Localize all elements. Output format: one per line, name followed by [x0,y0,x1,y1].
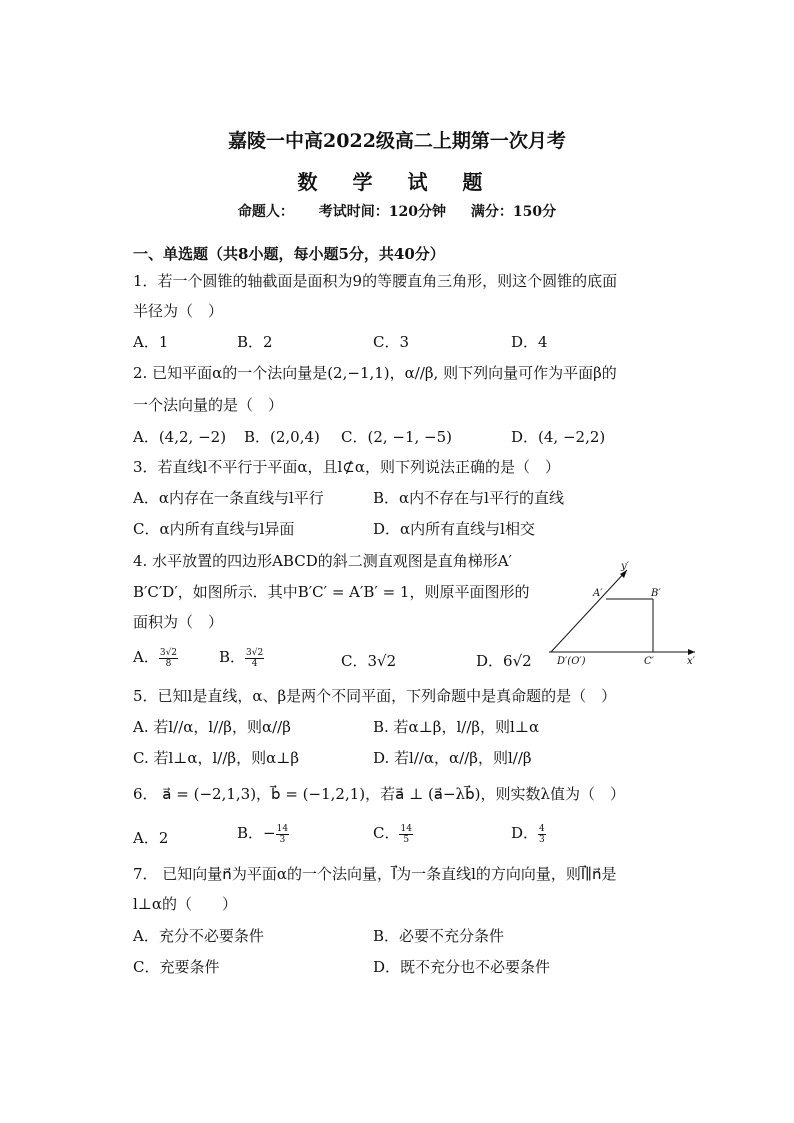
q6-option-c-prefix: C． [373,824,400,842]
q6-option-a: A．2 [133,829,169,847]
q4-option-b [219,646,264,669]
q6-option-b-prefix: B．− [237,824,276,842]
q4-option-b-den: 4 [251,658,258,669]
q6-option-d-den: 3 [539,834,545,845]
q2-option-d: D．(4, −2,2) [511,428,606,446]
x-axis-arrow [688,649,695,655]
q6-option-d [511,822,546,845]
q3-option-a: A．α内存在一条直线与l平行 [133,489,324,507]
q6-option-c-num: 14 [400,823,412,834]
q6-option-c-den: 5 [403,834,410,845]
q3-stem-line1: 3．若直线l不平行于平面α，且l⊄α，则下列说法正确的是（ ） [133,458,560,476]
section-heading: 一、单选题（共8小题，每小题5分，共40分） [133,245,445,263]
q1-option-d: D．4 [511,333,548,351]
q7-option-a: A．充分不必要条件 [133,927,264,945]
q3-option-d: D．α内所有直线与l相交 [373,520,535,538]
q6-option-b [237,822,289,845]
q4-option-a [133,646,178,669]
q2-stem-line2: 一个法向量的是（ ） [133,396,284,414]
q4-option-a-fraction [159,648,178,669]
q7-stem-line2: l⊥α的（ ） [133,895,238,913]
q4-option-a-prefix: A． [133,648,159,666]
q6-option-b-fraction [276,824,289,845]
q6-stem-line1: 6． a⃗ = (−2,1,3)，b⃗ = (−1,2,1)，若a⃗ ⊥ (a⃗−λb⃗)，则实数λ值为（ ） [133,785,625,803]
q5-stem-line1: 5．已知l是直线，α、β是两个不同平面，下列命题中是真命题的是（ ） [133,687,617,705]
q5-option-b: B. 若α⊥β，l//β，则l⊥α [373,718,540,736]
q2-option-a: A．(4,2, −2) [133,428,227,446]
proposer-label: 命题人： [237,204,294,220]
q1-option-a: A．1 [133,333,169,351]
q2-stem-line1: 2. 已知平面α的一个法向量是(2,−1,1)，α//β, 则下列向量可作为平面β的 [133,364,617,382]
q7-option-d: D．既不充分也不必要条件 [373,958,551,976]
full-score: 满分：150分 [470,204,557,220]
q7-option-b: B．必要不充分条件 [373,927,505,945]
q4-option-b-num: 3√2 [246,647,264,658]
q4-stem-line3: 面积为（ ） [133,613,224,631]
q6-option-d-fraction [538,824,546,845]
q6-option-d-num: 4 [539,823,545,834]
q3-option-c: C．α内所有直线与l异面 [133,520,295,538]
q6-option-c-fraction [399,824,412,845]
q2-option-b: B．(2,0,4) [244,428,320,446]
q6-option-b-num: 14 [276,823,289,834]
oblique-drawing-figure [545,558,705,670]
exam-subject: 数 学 试 题 [297,170,497,194]
exam-title: 嘉陵一中高2022级高二上期第一次月考 [228,130,566,152]
q4-option-c: C．3√2 [341,652,397,670]
q4-option-a-den: 8 [165,658,172,669]
label-a: A′ [593,588,603,599]
label-c: C′ [644,656,654,667]
q1-option-b: B．2 [237,333,273,351]
label-d-o: D′(O′) [557,656,586,667]
q4-stem-line1: 4. 水平放置的四边形ABCD的斜二测直观图是直角梯形A′ [133,552,512,570]
q6-option-c [373,822,413,845]
q6-option-b-den: 3 [279,834,286,845]
q5-option-c: C. 若l⊥α，l//β，则α⊥β [133,749,299,767]
q5-option-a: A. 若l//α，l//β，则α//β [133,718,291,736]
q7-option-c: C．充要条件 [133,958,220,976]
q4-option-b-prefix: B． [219,648,246,666]
q1-stem-line1: 1．若一个圆锥的轴截面是面积为9的等腰直角三角形，则这个圆锥的底面 [133,272,618,290]
q4-option-b-fraction [245,648,264,669]
q4-option-d: D．6√2 [476,652,532,670]
label-b: B′ [651,588,661,599]
q4-stem-line2: B′C′D′，如图所示．其中B′C′ = A′B′ = 1，则原平面图形的 [133,583,530,601]
q7-stem-line1: 7． 已知向量n⃗为平面α的一个法向量，l⃗为一条直线l的方向向量，则l⃗∥n⃗是 [133,865,617,883]
y-axis-line [551,570,627,652]
q4-option-a-num: 3√2 [159,647,178,658]
label-x-axis: x′ [687,656,695,667]
label-y-axis: y′ [621,561,629,572]
q1-option-c: C．3 [373,333,410,351]
q3-option-b: B．α内不存在与l平行的直线 [373,489,564,507]
q1-stem-line2: 半径为（ ） [133,302,224,320]
q6-option-d-prefix: D． [511,824,539,842]
q2-option-c: C．(2, −1, −5) [341,428,453,446]
q5-option-d: D. 若l//α，α//β，则l//β [373,749,532,767]
exam-meta [0,201,794,221]
exam-time: 考试时间：120分钟 [318,204,446,220]
